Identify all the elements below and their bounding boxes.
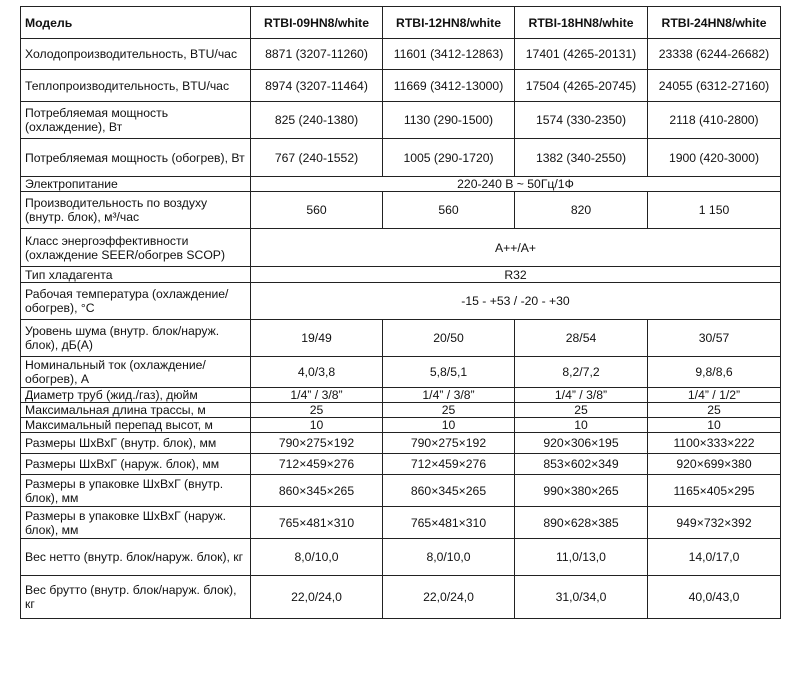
value-cell: 4,0/3,8 <box>251 357 383 388</box>
value-cell: 860×345×265 <box>383 475 515 507</box>
merged-value-cell: R32 <box>251 267 781 283</box>
value-cell: 8,0/10,0 <box>383 539 515 576</box>
table-row <box>21 139 781 177</box>
value-cell: 765×481×310 <box>383 507 515 539</box>
value-cell: 1/4” / 3/8” <box>515 388 648 403</box>
value-cell: 28/54 <box>515 320 648 357</box>
value-cell: 825 (240-1380) <box>251 102 383 139</box>
table-row <box>21 433 781 454</box>
value-cell: 25 <box>383 403 515 418</box>
row-label: Максимальная длина трассы, м <box>21 403 251 418</box>
merged-value-cell: -15 - +53 / -20 - +30 <box>251 283 781 320</box>
value-cell: 990×380×265 <box>515 475 648 507</box>
value-cell: 14,0/17,0 <box>648 539 781 576</box>
model-name: RTBI-24HN8/white <box>648 7 781 39</box>
row-label: Электропитание <box>21 177 251 192</box>
value-cell: 1382 (340-2550) <box>515 139 648 177</box>
row-label: Потребляемая мощность (обогрев), Вт <box>21 139 251 177</box>
value-cell: 40,0/43,0 <box>648 576 781 619</box>
table-row <box>21 267 781 283</box>
value-cell: 10 <box>648 418 781 433</box>
value-cell: 9,8/8,6 <box>648 357 781 388</box>
row-label: Размеры в упаковке ШхВхГ (наруж. блок), мм <box>21 507 251 539</box>
table-row <box>21 192 781 229</box>
table-row <box>21 388 781 403</box>
value-cell: 8,2/7,2 <box>515 357 648 388</box>
row-label: Диаметр труб (жид./газ), дюйм <box>21 388 251 403</box>
value-cell: 22,0/24,0 <box>383 576 515 619</box>
value-cell: 30/57 <box>648 320 781 357</box>
value-cell: 712×459×276 <box>251 454 383 475</box>
table-row <box>21 70 781 102</box>
value-cell: 10 <box>515 418 648 433</box>
row-label: Размеры ШхВхГ (наруж. блок), мм <box>21 454 251 475</box>
table-row <box>21 39 781 70</box>
value-cell: 949×732×392 <box>648 507 781 539</box>
value-cell: 1/4” / 3/8” <box>251 388 383 403</box>
value-cell: 1574 (330-2350) <box>515 102 648 139</box>
row-label: Рабочая температура (охлаждение/обогрев), °С <box>21 283 251 320</box>
table-row <box>21 403 781 418</box>
row-label: Вес нетто (внутр. блок/наруж. блок), кг <box>21 539 251 576</box>
value-cell: 767 (240-1552) <box>251 139 383 177</box>
table-row <box>21 576 781 619</box>
table-row <box>21 418 781 433</box>
value-cell: 2118 (410-2800) <box>648 102 781 139</box>
value-cell: 25 <box>251 403 383 418</box>
value-cell: 920×699×380 <box>648 454 781 475</box>
row-label: Производительность по воздуху (внутр. блок), м³/час <box>21 192 251 229</box>
model-header-label: Модель <box>21 7 251 39</box>
value-cell: 11601 (3412-12863) <box>383 39 515 70</box>
model-name: RTBI-09HN8/white <box>251 7 383 39</box>
value-cell: 10 <box>251 418 383 433</box>
row-label: Теплопроизводительность, BTU/час <box>21 70 251 102</box>
value-cell: 765×481×310 <box>251 507 383 539</box>
value-cell: 890×628×385 <box>515 507 648 539</box>
value-cell: 10 <box>383 418 515 433</box>
value-cell: 1130 (290-1500) <box>383 102 515 139</box>
value-cell: 19/49 <box>251 320 383 357</box>
table-header-row <box>21 7 781 39</box>
value-cell: 860×345×265 <box>251 475 383 507</box>
value-cell: 11669 (3412-13000) <box>383 70 515 102</box>
value-cell: 5,8/5,1 <box>383 357 515 388</box>
merged-value-cell: 220-240 В ~ 50Гц/1Ф <box>251 177 781 192</box>
table-row <box>21 320 781 357</box>
value-cell: 712×459×276 <box>383 454 515 475</box>
row-label: Номинальный ток (охлаждение/обогрев), А <box>21 357 251 388</box>
specs-table <box>20 6 781 619</box>
merged-value-cell: A++/A+ <box>251 229 781 267</box>
table-row <box>21 177 781 192</box>
value-cell: 8871 (3207-11260) <box>251 39 383 70</box>
value-cell: 25 <box>648 403 781 418</box>
value-cell: 31,0/34,0 <box>515 576 648 619</box>
row-label: Уровень шума (внутр. блок/наруж. блок), дБ(А) <box>21 320 251 357</box>
value-cell: 920×306×195 <box>515 433 648 454</box>
value-cell: 24055 (6312-27160) <box>648 70 781 102</box>
value-cell: 1165×405×295 <box>648 475 781 507</box>
value-cell: 11,0/13,0 <box>515 539 648 576</box>
row-label: Максимальный перепад высот, м <box>21 418 251 433</box>
value-cell: 8,0/10,0 <box>251 539 383 576</box>
row-label: Вес брутто (внутр. блок/наруж. блок), кг <box>21 576 251 619</box>
table-row <box>21 357 781 388</box>
value-cell: 853×602×349 <box>515 454 648 475</box>
value-cell: 560 <box>383 192 515 229</box>
value-cell: 20/50 <box>383 320 515 357</box>
row-label: Класс энергоэффективности (охлаждение SEER/обогрев SCOP) <box>21 229 251 267</box>
table-row <box>21 229 781 267</box>
value-cell: 1100×333×222 <box>648 433 781 454</box>
value-cell: 17504 (4265-20745) <box>515 70 648 102</box>
value-cell: 1005 (290-1720) <box>383 139 515 177</box>
table-row <box>21 283 781 320</box>
value-cell: 25 <box>515 403 648 418</box>
row-label: Потребляемая мощность (охлаждение), Вт <box>21 102 251 139</box>
row-label: Тип хладагента <box>21 267 251 283</box>
table-row <box>21 539 781 576</box>
table-row <box>21 102 781 139</box>
value-cell: 1 150 <box>648 192 781 229</box>
value-cell: 8974 (3207-11464) <box>251 70 383 102</box>
value-cell: 1900 (420-3000) <box>648 139 781 177</box>
model-name: RTBI-18HN8/white <box>515 7 648 39</box>
row-label: Размеры ШхВхГ (внутр. блок), мм <box>21 433 251 454</box>
value-cell: 23338 (6244-26682) <box>648 39 781 70</box>
value-cell: 790×275×192 <box>383 433 515 454</box>
table-row <box>21 475 781 507</box>
table-row <box>21 507 781 539</box>
row-label: Размеры в упаковке ШхВхГ (внутр. блок), мм <box>21 475 251 507</box>
model-name: RTBI-12HN8/white <box>383 7 515 39</box>
value-cell: 790×275×192 <box>251 433 383 454</box>
value-cell: 1/4” / 1/2” <box>648 388 781 403</box>
value-cell: 17401 (4265-20131) <box>515 39 648 70</box>
value-cell: 560 <box>251 192 383 229</box>
value-cell: 1/4” / 3/8” <box>383 388 515 403</box>
row-label: Холодопроизводительность, BTU/час <box>21 39 251 70</box>
value-cell: 820 <box>515 192 648 229</box>
table-row <box>21 454 781 475</box>
value-cell: 22,0/24,0 <box>251 576 383 619</box>
